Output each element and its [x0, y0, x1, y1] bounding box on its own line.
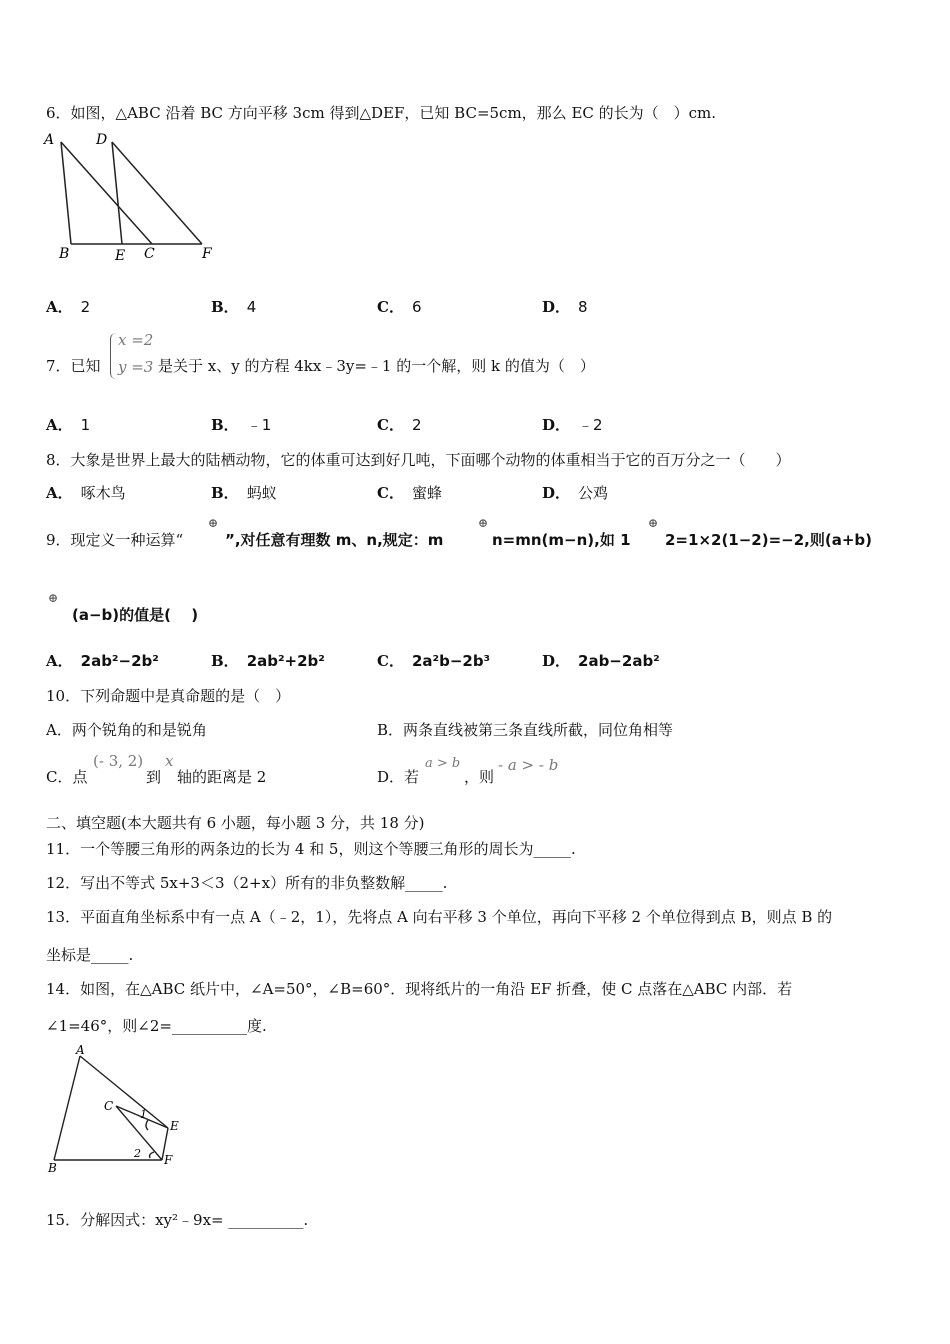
- q6-label-f: F: [202, 246, 212, 262]
- q6-stem: 6．如图，△ABC 沿着 BC 方向平移 3cm 得到△DEF，已知 BC=5cm，那么 EC 的长为（ ）cm.: [46, 104, 717, 122]
- section-fill-in-title: 二、填空题(本大题共有 6 小题，每小题 3 分，共 18 分): [46, 814, 425, 832]
- q9-stem-part1: 9．现定义一种运算“: [46, 531, 184, 549]
- q8-option-d: D． 公鸡: [542, 484, 609, 502]
- q10-option-d-condition: a > b: [425, 756, 461, 771]
- q9-stem-line2: (a−b)的值是( ): [72, 606, 199, 624]
- q10-option-c-point: (- 3, 2): [93, 752, 144, 770]
- q6-option-c: C． 6: [377, 298, 422, 316]
- q6-option-d: D． 8: [542, 298, 588, 316]
- q14-figure: [44, 1040, 194, 1180]
- q13-stem-line2: 坐标是_____.: [46, 946, 134, 964]
- q8-option-b: B． 蚂蚁: [211, 484, 277, 502]
- q6-option-a: A． 2: [46, 298, 91, 316]
- q10-option-d-prefix: D．若: [377, 768, 420, 786]
- q10-option-d-conclusion: - a > - b: [498, 756, 559, 774]
- q7-number: 7．已知: [46, 357, 101, 375]
- q10-option-c-axis: x: [165, 752, 174, 770]
- q10-option-d-mid: ，则: [464, 768, 495, 786]
- q11-stem: 11．一个等腰三角形的两条边的长为 4 和 5，则这个等腰三角形的周长为_____.: [46, 840, 576, 858]
- q7-system-line2: y =3: [118, 358, 154, 376]
- q6-figure: [40, 128, 230, 268]
- q7-option-d: D． ﹣2: [542, 416, 603, 434]
- q7-system-brace: [110, 333, 117, 379]
- q14-label-b: B: [48, 1161, 57, 1175]
- q9-oplus-symbol-2: ⊕: [478, 516, 489, 530]
- q6-label-a: A: [44, 132, 55, 148]
- q14-label-angle-1: 1: [140, 1108, 147, 1121]
- q10-option-c-prefix: C．点: [46, 768, 88, 786]
- q9-oplus-symbol-1: ⊕: [208, 516, 219, 530]
- q9-option-c: C． 2a²b−2b³: [377, 652, 491, 670]
- q6-label-e: E: [115, 248, 126, 264]
- q9-stem-part4: 2=1×2(1−2)=−2,则(a+b): [665, 531, 873, 549]
- q9-option-a: A． 2ab²−2b²: [46, 652, 159, 670]
- q15-stem: 15．分解因式：xy²﹣9x= __________.: [46, 1211, 309, 1229]
- q10-option-c-suffix: 轴的距离是 2: [177, 768, 267, 786]
- q9-stem-part3: n=mn(m−n),如 1: [492, 531, 631, 549]
- q6-option-b: B． 4: [211, 298, 257, 316]
- q13-stem-line1: 13．平面直角坐标系中有一点 A（﹣2，1），先将点 A 向右平移 3 个单位，再向下平移 2 个单位得到点 B，则点 B 的: [46, 908, 833, 926]
- q7-option-c: C． 2: [377, 416, 422, 434]
- q7-option-b: B． ﹣1: [211, 416, 272, 434]
- q6-label-c: C: [144, 246, 155, 262]
- q14-label-angle-2: 2: [134, 1147, 141, 1160]
- q6-label-b: B: [59, 246, 70, 262]
- q10-option-b: B．两条直线被第三条直线所截，同位角相等: [377, 721, 674, 739]
- q14-stem-line1: 14．如图，在△ABC 纸片中，∠A=50°，∠B=60°．现将纸片的一角沿 EF 折叠，使 C 点落在△ABC 内部．若: [46, 980, 793, 998]
- q6-label-d: D: [96, 132, 108, 148]
- q9-option-d: D． 2ab−2ab²: [542, 652, 660, 670]
- q7-option-a: A． 1: [46, 416, 91, 434]
- q10-option-a: A．两个锐角的和是锐角: [46, 721, 207, 739]
- q9-stem-part2: ”,对任意有理数 m、n,规定：m: [225, 531, 444, 549]
- q14-label-e: E: [170, 1119, 179, 1133]
- q10-stem: 10．下列命题中是真命题的是（ ）: [46, 687, 291, 705]
- q12-stem: 12．写出不等式 5x+3＜3（2+x）所有的非负整数解_____.: [46, 874, 448, 892]
- q8-option-a: A． 啄木鸟: [46, 484, 126, 502]
- q8-option-c: C． 蜜蜂: [377, 484, 442, 502]
- q14-stem-line2: ∠1=46°，则∠2=__________度.: [46, 1017, 267, 1035]
- q8-stem: 8．大象是世界上最大的陆栖动物，它的体重可达到好几吨，下面哪个动物的体重相当于它的百万分之一（ ）: [46, 451, 791, 469]
- q14-label-a: A: [76, 1043, 85, 1057]
- q7-stem-tail: 是关于 x、y 的方程 4kx﹣3y=﹣1 的一个解，则 k 的值为（ ）: [158, 357, 595, 375]
- q14-label-f: F: [164, 1153, 173, 1167]
- q7-system-line1: x =2: [118, 331, 154, 349]
- q9-oplus-symbol-3: ⊕: [648, 516, 659, 530]
- q9-oplus-symbol-4: ⊕: [48, 591, 59, 605]
- q10-option-c-mid: 到: [146, 768, 162, 786]
- q9-option-b: B． 2ab²+2b²: [211, 652, 325, 670]
- q14-label-c: C: [104, 1099, 114, 1113]
